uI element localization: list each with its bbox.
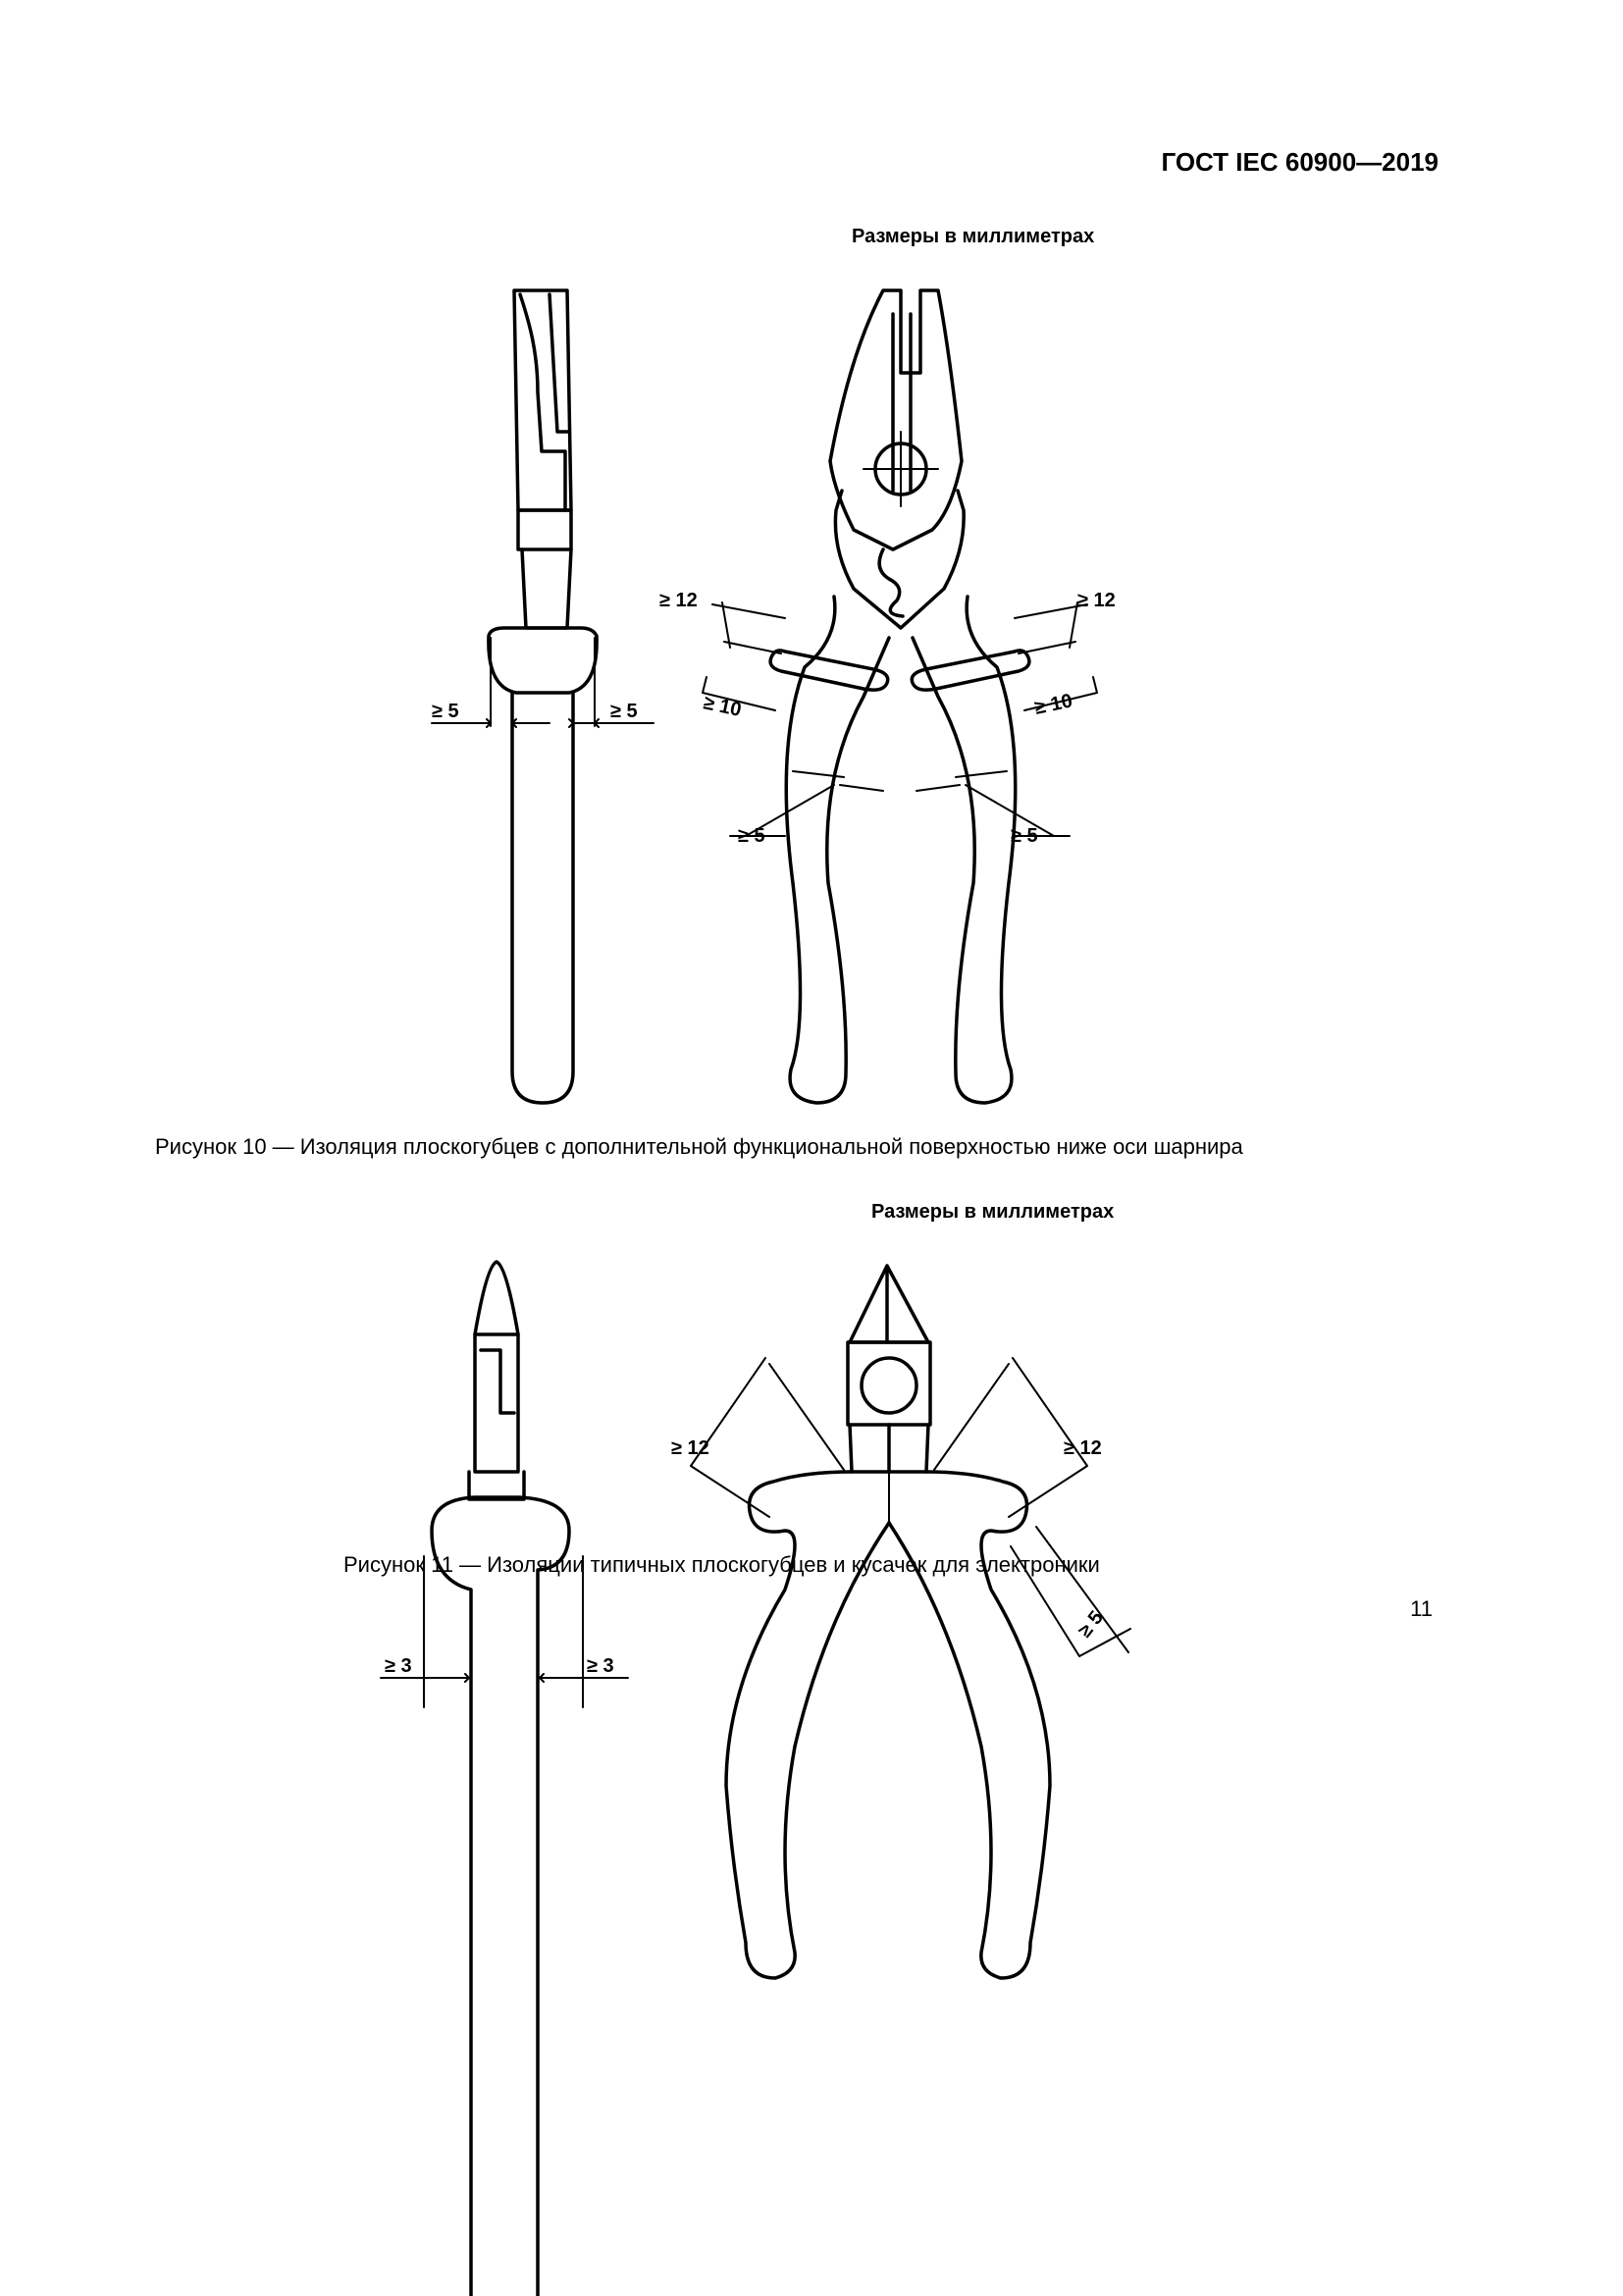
figure-10-units-note: Размеры в миллиметрах	[852, 226, 1095, 247]
fig10-dim-side-right: ≥ 5	[610, 701, 638, 722]
fig10-dim-guard-right: ≥ 12	[1077, 590, 1116, 611]
fig11-dim-guard-right: ≥ 12	[1064, 1437, 1102, 1459]
fig10-dim-handle-right: ≥ 5	[1011, 825, 1038, 847]
document-code: ГОСТ IEC 60900—2019	[1161, 147, 1439, 177]
figure-10-caption: Рисунок 10 — Изоляция плоскогубцев с дополнительной функциональной поверхностью ниже оси шарнира	[155, 1134, 1243, 1159]
fig11-dim-guard-left: ≥ 12	[671, 1437, 709, 1459]
figure-11-front-view	[691, 1266, 1130, 1978]
fig11-dim-side-left: ≥ 3	[385, 1655, 412, 1677]
fig10-dim-guard-height-left: ≥ 10	[701, 692, 744, 721]
fig11-dim-side-right: ≥ 3	[587, 1655, 614, 1677]
fig10-dim-guard-height-right: ≥ 10	[1032, 690, 1074, 719]
figure-11-caption: Рисунок 11 — Изоляции типичных плоскогубцев и кусачек для электроники	[343, 1552, 1100, 1577]
figure-10-side-view	[432, 290, 654, 1103]
page-number: 11	[1410, 1596, 1433, 1621]
figure-11-drawing	[0, 1177, 1623, 2296]
figure-10-drawing	[0, 0, 1623, 1119]
fig10-dim-handle-left: ≥ 5	[738, 825, 765, 847]
figure-11-units-note: Размеры в миллиметрах	[871, 1201, 1115, 1223]
figure-11-side-view	[381, 1262, 628, 2296]
fig10-dim-guard-left: ≥ 12	[659, 590, 698, 611]
fig11-dim-guard-height-right: ≥ 5	[1073, 1606, 1108, 1643]
fig10-dim-side-left: ≥ 5	[432, 701, 459, 722]
